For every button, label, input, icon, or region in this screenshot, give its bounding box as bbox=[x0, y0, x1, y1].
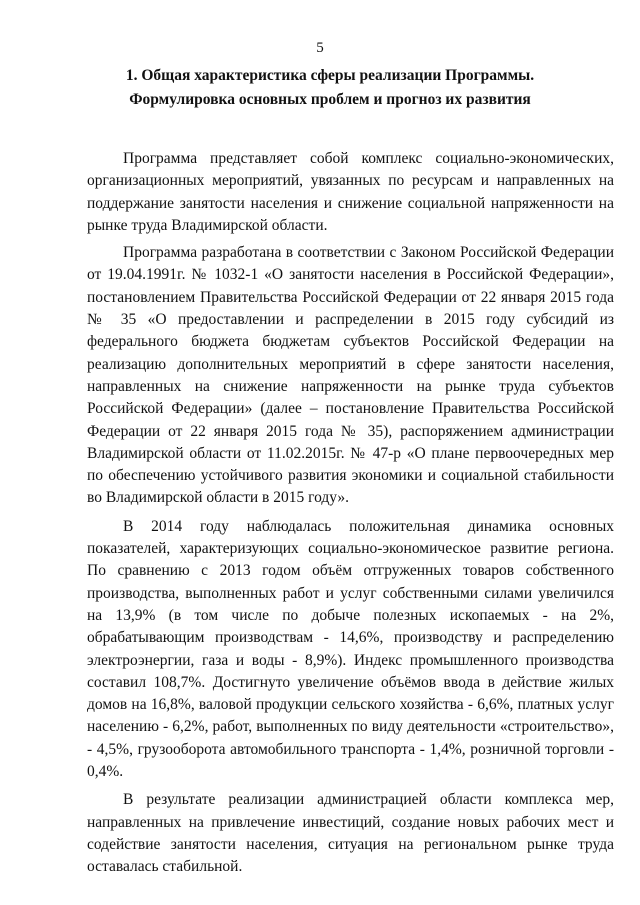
section-heading-line-2: Формулировка основных проблем и прогноз их развития bbox=[129, 91, 531, 108]
section-heading bbox=[60, 64, 600, 112]
section-heading-line-1: 1. Общая характеристика сферы реализации Программы. bbox=[125, 67, 535, 84]
page-number: 5 bbox=[316, 40, 324, 56]
paragraph-program-definition: Программа представляет собой комплекс социально-экономических, организационных мероприятий, увязанных по ресурсам и направленных на поддержание занятости населения и снижение социальной напряженности на рынке труда Владимирской области. bbox=[87, 150, 614, 234]
document-body bbox=[87, 148, 614, 885]
paragraph-labor-market: В результате реализации администрацией области комплекса мер, направленных на привлечение инвестиций, создание новых рабочих мест и содействие занятости населения, ситуация на региональном рынке труда оставалась стабильной. bbox=[87, 791, 614, 876]
paragraph-legal-basis: Программа разработана в соответствии с Законом Российской Федерации от 19.04.1991г. № 1032-1 «О занятости населения в Российской Федерации», постановлением Правительства Российской Федерации от 22 января 2015 года № 35 «О предоставлении и распределении в 2015 году субсидий из федерального бюджета бюджетам субъектов Российской Федерации на реализацию дополнительных мероприятий в сфере занятости населения, направленных на снижение напряженности на рынке труда субъектов Российской Федерации» (далее – постановление Правительства Российской Федерации от 22 января 2015 года № 35), распоряжением администрации Владимирской области от 11.02.2015г. № 47-р «О плане первоочередных мер по обеспечению устойчивого развития экономики и социальной стабильности во Владимирской области в 2015 году». bbox=[87, 244, 614, 507]
paragraph-economic-dynamics: В 2014 году наблюдалась положительная динамика основных показателей, характеризующих социально-экономическое развитие региона. По сравнению с 2013 годом объём отгруженных товаров собственного производства, выполненных работ и услуг собственными силами увеличился на 13,9% (в том числе по добыче полезных ископаемых - на 2%, обрабатывающим производствам - 14,6%, производству и распределению электроэнергии, газа и воды - 8,9%). Индекс промышленного производства составил 108,7%. Достигнуто увеличение объёмов ввода в действие жилых домов на 16,8%, валовой продукции сельского хозяйства - 6,6%, платных услуг населению - 6,2%, работ, выполненных по виду деятельности «строительство», - 4,5%, грузооборота автомобильного транспорта - 1,4%, розничной торговли - 0,4%. bbox=[87, 517, 614, 781]
